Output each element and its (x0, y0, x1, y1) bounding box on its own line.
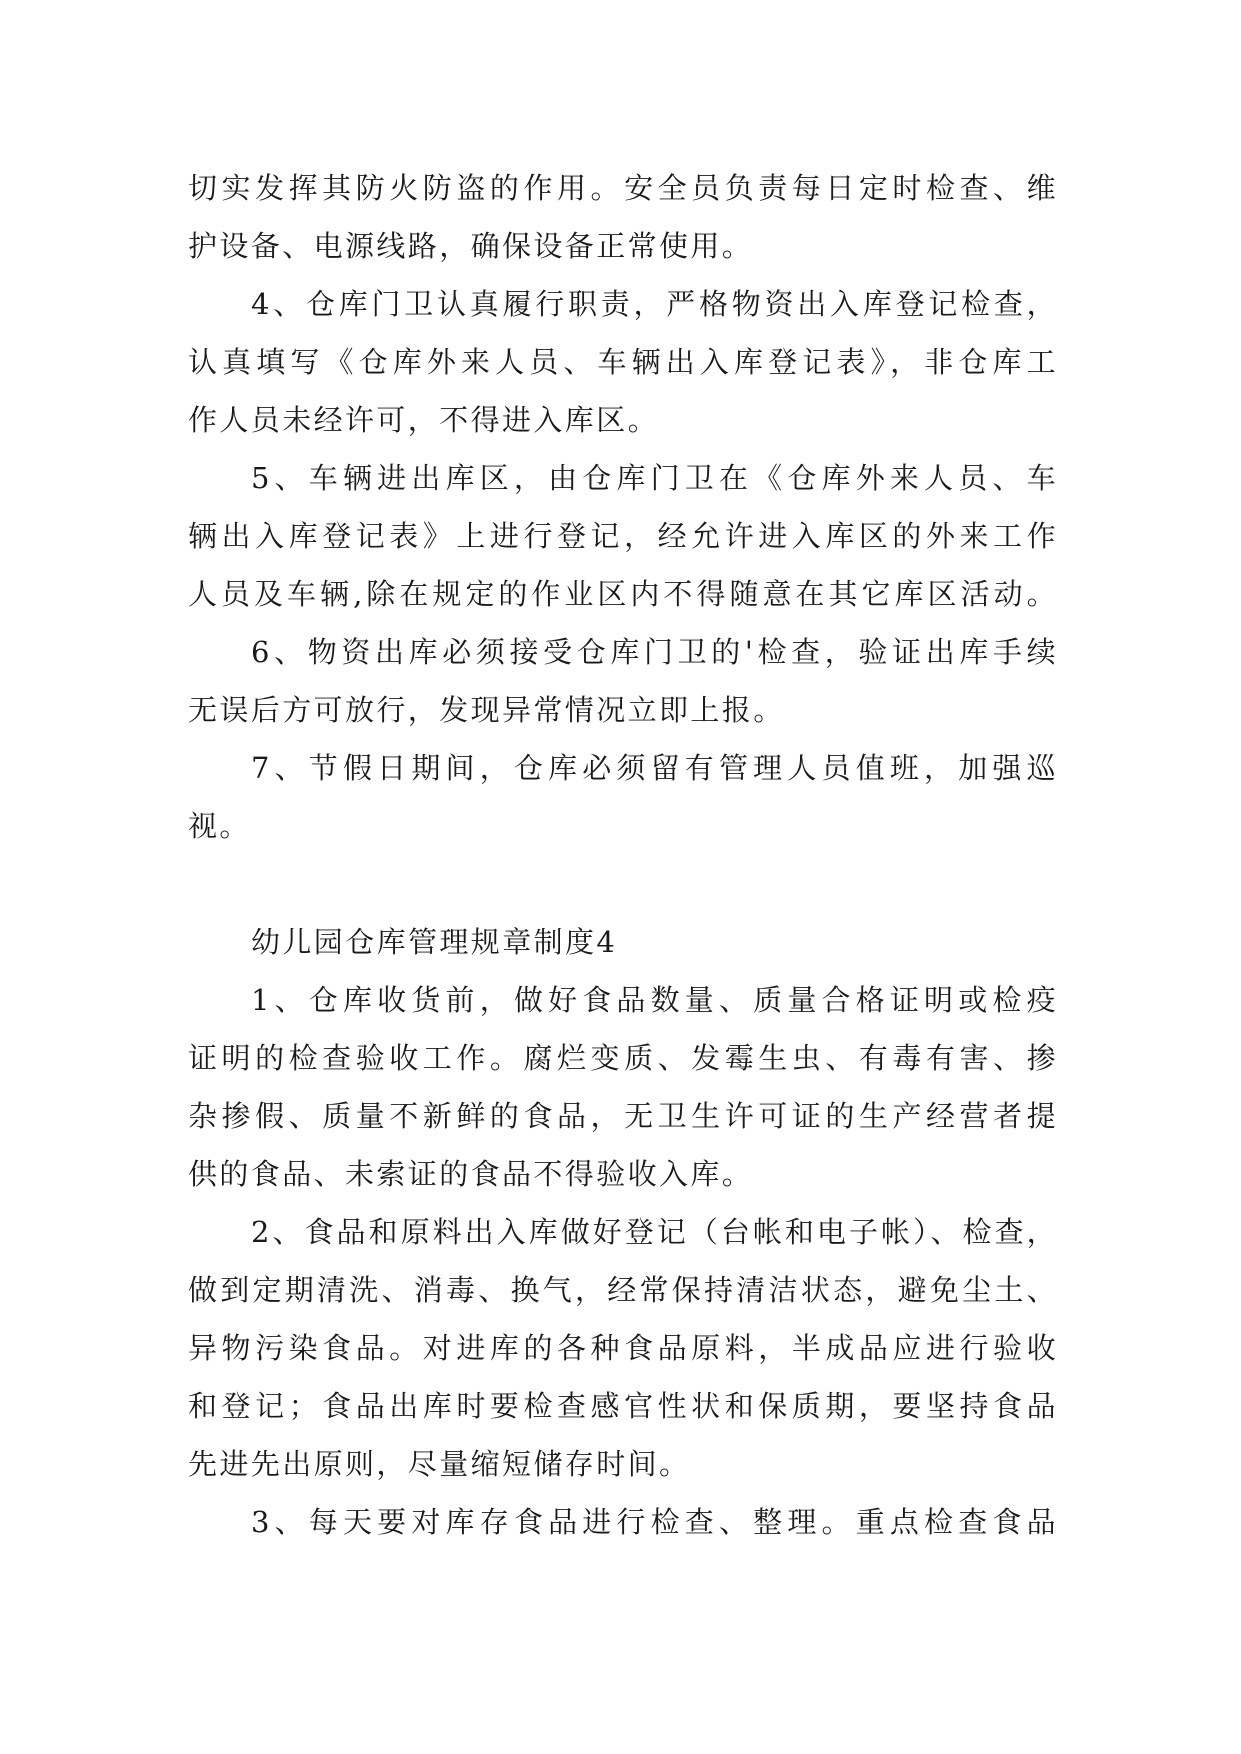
text-line: 无误后方可放行，发现异常情况立即上报。 (188, 693, 785, 727)
paragraph-5-line: 5、车辆进出库区，由仓库门卫在《仓库外来人员、车 (251, 461, 1058, 495)
text-line: 切实发挥其防火防盗的作用。安全员负责每日定时检查、维 (188, 171, 1058, 205)
item-1-line: 1、仓库收货前，做好食品数量、质量合格证明或检疫 (251, 983, 1058, 1017)
text-line: 视。 (188, 809, 251, 843)
text-line: 作人员未经许可，不得进入库区。 (188, 403, 660, 437)
text-line: 异物污染食品。对进库的各种食品原料，半成品应进行验收 (188, 1331, 1058, 1365)
item-3-line: 3、每天要对库存食品进行检查、整理。重点检查食品 (251, 1505, 1058, 1539)
text-line: 杂掺假、质量不新鲜的食品，无卫生许可证的生产经营者提 (188, 1099, 1058, 1133)
text-line: 护设备、电源线路，确保设备正常使用。 (188, 229, 754, 263)
item-2-line: 2、食品和原料出入库做好登记（台帐和电子帐）、检查， (251, 1215, 1058, 1249)
section-heading: 幼儿园仓库管理规章制度4 (251, 925, 618, 959)
text-line: 认真填写《仓库外来人员、车辆出入库登记表》，非仓库工 (188, 345, 1058, 379)
text-line: 和登记；食品出库时要检查感官性状和保质期，要坚持食品 (188, 1389, 1058, 1423)
text-line: 辆出入库登记表》上进行登记，经允许进入库区的外来工作 (188, 519, 1058, 553)
paragraph-7-line: 7、节假日期间，仓库必须留有管理人员值班，加强巡 (251, 751, 1058, 785)
text-line: 供的食品、未索证的食品不得验收入库。 (188, 1157, 754, 1191)
paragraph-4-line: 4、仓库门卫认真履行职责，严格物资出入库登记检查， (251, 287, 1058, 321)
text-line: 证明的检查验收工作。腐烂变质、发霉生虫、有毒有害、掺 (188, 1041, 1058, 1075)
text-line: 做到定期清洗、消毒、换气，经常保持清洁状态，避免尘土、 (188, 1273, 1058, 1307)
text-line: 人员及车辆,除在规定的作业区内不得随意在其它库区活动。 (188, 577, 1058, 611)
paragraph-6-line: 6、物资出库必须接受仓库门卫的'检查，验证出库手续 (251, 635, 1058, 669)
text-line: 先进先出原则，尽量缩短储存时间。 (188, 1447, 691, 1481)
